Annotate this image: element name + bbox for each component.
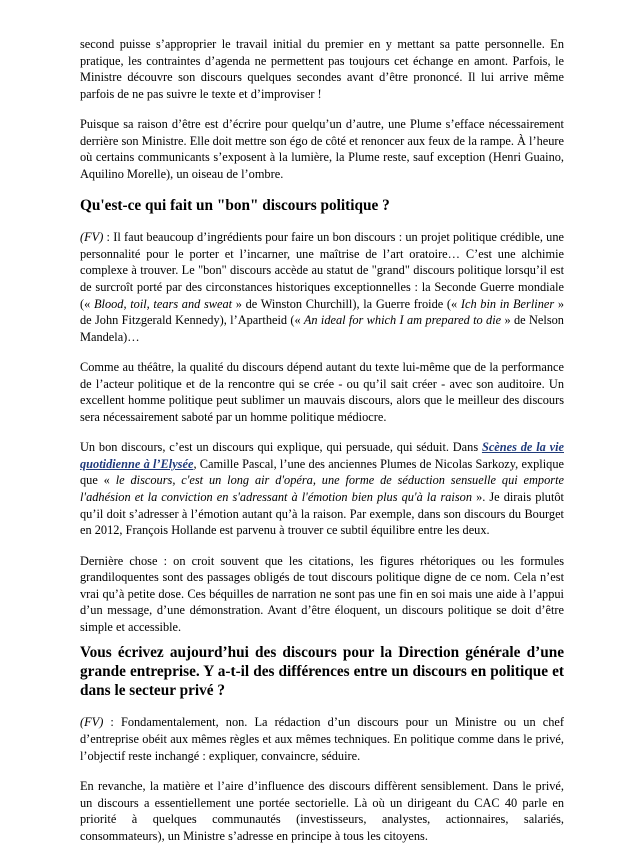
paragraph-plume-ombre: Puisque sa raison d’être est d’écrire pour quelqu’un d’autre, une Plume s’efface nécessairement derrière son Ministre. Elle doit mettre son égo de côté et renoncer aux feux de la rampe. À l’heure où certains communicants s’exposent à la lumière, la Plume reste, sauf exception (Henri Guaino, Aquilino Morelle), un oiseau de l’ombre. xyxy=(80,117,564,181)
quote-mandela: An ideal for which I am prepared to die xyxy=(300,313,505,328)
paragraph-plume-appropriation: second puisse s’approprier le travail initial du premier en y mettant sa patte personnelle. En pratique, les contraintes d’agenda ne permettent pas toujours cet échange en amont. Parfois, le Ministre découvre son discours quelques secondes avant d’être prononcé. Il lui arrive même parfois de ne pas suivre le texte et d’improviser ! xyxy=(80,37,564,101)
paragraph-ingredients: (FV) : Il faut beaucoup d’ingrédients pour faire un bon discours : un projet politique crédible, une personnalité pour le porter et l’incarner, une maîtrise de l’art oratoire… C’est une alchimie complexe à trouver. Le "bon" discours accède au statut de "grand" discours politique lorsqu’il est de surcroît porté par des circonstances historiques exceptionnelles : la Seconde Guerre mondiale (« Blood, toil, tears and sweat » de Winston Churchill), la Guerre froide (« Ich bin in Berliner » de John Fitzgerald Kennedy), l’Apartheid (« An ideal for which I am prepared to die » de Nelson Mandela)… xyxy=(80,230,564,344)
heading-bon-discours: Qu'est-ce qui fait un "bon" discours politique ? xyxy=(80,197,390,215)
speaker-initials: (FV) xyxy=(80,715,104,730)
quote-churchill: Blood, toil, tears and sweat xyxy=(90,296,236,311)
paragraph-seduction: Un bon discours, c’est un discours qui explique, qui persuade, qui séduit. Dans Scènes de la vie quotidienne à l’Elysée, Camille Pascal, l’une des anciennes Plumes de Nicolas Sarkozy, explique que « le discours, c'est un long air d'opéra, une forme de séduction sensuelle qui emporte l'adhésion et la conviction en s'adressant à l'émotion bien plus qu'à la raison ». Je dirais plutôt qu’il doit s’adresser à l’émotion autant qu’à la raison. Par exemple, dans son discours du Bourget en 2012, François Hollande est parvenu à trouver ce subtil équilibre entre les deux. xyxy=(80,440,564,538)
speaker-initials: (FV) xyxy=(80,230,104,245)
book-title-link[interactable]: Scènes de la vie quotidienne à l’Elysée xyxy=(80,440,564,471)
paragraph-fondamentalement: (FV) : Fondamentalement, non. La rédaction d’un discours pour un Ministre ou un chef d’entreprise obéit aux mêmes règles et aux mêmes techniques. En politique comme dans le privé, l’objectif reste inchangé : expliquer, convaincre, séduire. xyxy=(80,715,564,763)
paragraph-theatre: Comme au théâtre, la qualité du discours dépend autant du texte lui-même que de la performance de l’acteur politique et de la rencontre qui se crée - ou qu’il sait créer - avec son auditoire. Un excellent homme politique peut sublimer un mauvais discours, alors que le meilleur des discours sera nécessairement saboté par un homme politique médiocre. xyxy=(80,360,564,424)
document-page xyxy=(80,36,564,844)
paragraph-citations: Dernière chose : on croit souvent que les citations, les figures rhétoriques ou les formules grandiloquentes sont des passages obligés de tout discours politique digne de ce nom. Cela n’est vrai qu’à petite dose. Ces béquilles de narration ne sont pas une fin en soi mais une aide à l’appui d’un message, d’une démonstration. Avant d’être éloquent, un discours politique se doit d’être simple et accessible. xyxy=(80,553,564,634)
quote-pascal: le discours, c'est un long air d'opéra, une forme de séduction sensuelle qui emporte l'adhésion et la conviction en s'adressant à l'émotion bien plus qu'à la raison xyxy=(80,473,564,505)
heading-entreprise: Vous écrivez aujourd’hui des discours pour la Direction générale d’une grande entreprise. Y a-t-il des différences entre un discours en politique et dans le secteur privé ? xyxy=(80,644,564,700)
paragraph-en-revanche: En revanche, la matière et l’aire d’influence des discours diffèrent sensiblement. Dans le privé, un discours a essentiellement une portée sectorielle. Là où un dirigeant du CAC 40 parle en priorité à quelques communautés (investisseurs, analystes, actionnaires, salariés, consommateurs), un Ministre s’adresse en principe à tous les citoyens. xyxy=(80,779,564,843)
quote-kennedy: Ich bin in Berliner xyxy=(457,296,558,311)
